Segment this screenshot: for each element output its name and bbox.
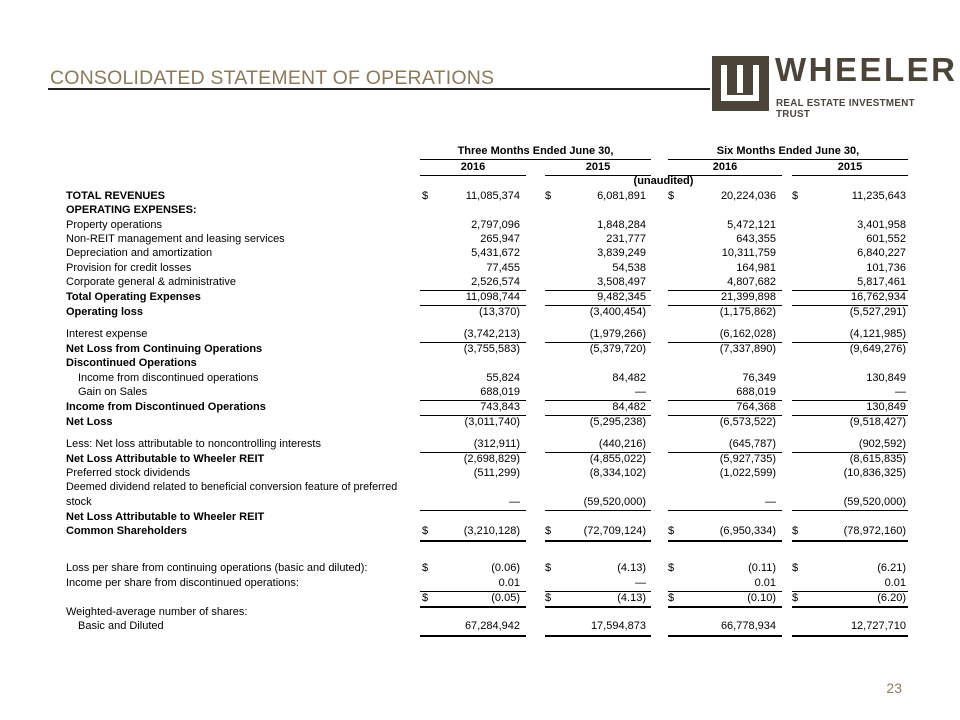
cell-value: (0.11) (748, 562, 776, 574)
row-label: TOTAL REVENUES (66, 190, 166, 202)
double-rule (668, 540, 782, 542)
cell-value: (9,518,427) (849, 416, 906, 428)
cell-value: (7,337,890) (719, 343, 776, 355)
cell-value: 688,019 (736, 386, 776, 398)
dollar-sign: $ (668, 592, 675, 604)
cell-value: 3,401,958 (857, 219, 906, 231)
cell-value: (6,950,334) (719, 525, 776, 537)
cell-value: 0.01 (498, 577, 520, 589)
section-header: Weighted-average number of shares: (66, 606, 248, 618)
row-label: Common Shareholders (66, 525, 188, 537)
cell-value: — (509, 496, 520, 508)
subtotal-rule (668, 510, 782, 511)
dollar-sign: $ (422, 190, 429, 202)
cell-value: (6.20) (877, 592, 906, 604)
cell-value: 11,085,374 (465, 190, 520, 202)
row-label: Income from discontinued operations (78, 372, 259, 384)
cell-value: 6,081,891 (597, 190, 646, 202)
row-label: Non-REIT management and leasing services (66, 233, 285, 245)
cell-value: 21,399,898 (720, 291, 776, 303)
cell-value: 265,947 (480, 233, 520, 245)
cell-value: 231,777 (606, 233, 646, 245)
year-header: 2015 (837, 161, 863, 173)
page-number: 23 (886, 680, 902, 696)
cell-value: 6,840,227 (857, 247, 906, 259)
cell-value: 12,727,710 (850, 620, 906, 632)
cell-value: (1,175,862) (719, 306, 776, 318)
row-label: Depreciation and amortization (66, 247, 213, 259)
cell-value: — (635, 386, 646, 398)
cell-value: 130,849 (866, 401, 906, 413)
cell-value: 601,552 (866, 233, 906, 245)
cell-value: (6.21) (877, 562, 906, 574)
header-rule (792, 175, 908, 176)
header-three-months: Three Months Ended June 30, (457, 145, 614, 157)
cell-value: 743,843 (480, 401, 520, 413)
cell-value: 2,526,574 (471, 276, 520, 288)
cell-value: (10,836,325) (843, 467, 906, 479)
cell-value: (3,755,583) (463, 343, 520, 355)
logo-tagline: REAL ESTATE INVESTMENT TRUST (776, 98, 915, 120)
cell-value: 130,849 (866, 372, 906, 384)
cell-value: (5,527,291) (849, 306, 906, 318)
group-rule (420, 159, 651, 160)
row-label: Corporate general & administrative (66, 276, 236, 288)
dollar-sign: $ (545, 562, 552, 574)
row-label: Preferred stock dividends (66, 467, 191, 479)
cell-value: 2,797,096 (471, 219, 520, 231)
row-label: Net Loss Attributable to Wheeler REIT (66, 511, 265, 523)
dollar-sign: $ (668, 525, 675, 537)
row-label: Total Operating Expenses (66, 291, 201, 303)
cell-value: 9,482,345 (597, 291, 646, 303)
double-rule (545, 606, 651, 608)
subtotal-rule (792, 510, 908, 511)
cell-value: (5,927,735) (719, 453, 776, 465)
dollar-sign: $ (792, 562, 799, 574)
cell-value: 11,235,643 (851, 190, 906, 202)
cell-value: 1,848,284 (597, 219, 646, 231)
double-rule (668, 635, 782, 637)
cell-value: 76,349 (742, 372, 776, 384)
cell-value: (3,400,454) (589, 306, 646, 318)
cell-value: (1,979,266) (589, 328, 646, 340)
row-label: Net Loss (66, 416, 113, 428)
row-label: Deemed dividend related to beneficial conversion feature of preferred (66, 481, 398, 493)
cell-value: 101,736 (866, 262, 906, 274)
cell-value: (59,520,000) (583, 496, 646, 508)
cell-value: (2,698,829) (463, 453, 520, 465)
double-rule (420, 540, 526, 542)
row-label: Property operations (66, 219, 162, 231)
year-header: 2016 (460, 161, 486, 173)
cell-value: (59,520,000) (843, 496, 906, 508)
dollar-sign: $ (422, 562, 429, 574)
cell-value: 10,311,759 (721, 247, 776, 259)
cell-value: 84,482 (612, 401, 646, 413)
cell-value: (13,370) (479, 306, 520, 318)
dollar-sign: $ (545, 592, 552, 604)
row-label: Provision for credit losses (66, 262, 192, 274)
cell-value: (0.10) (747, 592, 776, 604)
header-six-months: Six Months Ended June 30, (716, 145, 860, 157)
cell-value: (3,742,213) (463, 328, 520, 340)
cell-value: 4,807,682 (727, 276, 776, 288)
row-label: stock (66, 496, 92, 508)
cell-value: (312,911) (473, 438, 520, 450)
logo-wordmark: WHEELER (775, 51, 958, 88)
cell-value: (902,592) (858, 438, 906, 450)
cell-value: 0.01 (754, 577, 776, 589)
cell-value: (1,022,599) (719, 467, 776, 479)
cell-value: (3,210,128) (463, 525, 520, 537)
cell-value: 5,431,672 (471, 247, 520, 259)
header-rule (420, 175, 526, 176)
subtotal-rule (420, 510, 526, 511)
cell-value: 11,098,744 (465, 291, 520, 303)
cell-value: (0.05) (491, 592, 520, 604)
double-rule (420, 606, 526, 608)
cell-value: (78,972,160) (843, 525, 906, 537)
dollar-sign: $ (792, 525, 799, 537)
cell-value: 16,762,934 (850, 291, 906, 303)
group-rule (668, 159, 908, 160)
cell-value: (3,011,740) (464, 416, 520, 428)
cell-value: 164,981 (736, 262, 776, 274)
cell-value: 3,508,497 (597, 276, 646, 288)
cell-value: (9,649,276) (849, 343, 906, 355)
cell-value: 55,824 (486, 372, 520, 384)
dollar-sign: $ (668, 190, 675, 202)
cell-value: — (765, 496, 776, 508)
double-rule (545, 540, 651, 542)
double-rule (545, 635, 651, 637)
subtotal-rule (545, 510, 651, 511)
row-label: Income per share from discontinued operations: (66, 577, 299, 589)
row-label: Interest expense (66, 328, 148, 340)
double-rule (668, 606, 782, 608)
dollar-sign: $ (545, 190, 552, 202)
cell-value: 84,482 (612, 372, 646, 384)
cell-value: 54,538 (612, 262, 646, 274)
double-rule (792, 606, 908, 608)
row-label: Gain on Sales (78, 386, 148, 398)
cell-value: (6,573,522) (719, 416, 776, 428)
row-label: Less: Net loss attributable to noncontrolling interests (66, 438, 321, 450)
cell-value: (4,855,022) (589, 453, 646, 465)
cell-value: (511,299) (473, 467, 520, 479)
cell-value: 5,472,121 (727, 219, 776, 231)
dollar-sign: $ (545, 525, 552, 537)
cell-value: (440,216) (598, 438, 646, 450)
row-label: Net Loss from Continuing Operations (66, 343, 263, 355)
cell-value: 17,594,873 (590, 620, 646, 632)
double-rule (792, 540, 908, 542)
cell-value: 5,817,461 (857, 276, 906, 288)
cell-value: 20,224,036 (720, 190, 776, 202)
cell-value: 688,019 (480, 386, 520, 398)
cell-value: (8,334,102) (589, 467, 646, 479)
cell-value: (6,162,028) (719, 328, 776, 340)
double-rule (792, 635, 908, 637)
year-header: 2015 (585, 161, 611, 173)
cell-value: — (895, 386, 906, 398)
dollar-sign: $ (792, 592, 799, 604)
row-label: Operating loss (66, 306, 144, 318)
section-header: Discontinued Operations (66, 357, 197, 369)
cell-value: 66,778,934 (720, 620, 776, 632)
section-header: OPERATING EXPENSES: (66, 204, 197, 216)
cell-value: (4.13) (617, 592, 646, 604)
row-label: Net Loss Attributable to Wheeler REIT (66, 453, 265, 465)
row-label: Income from Discontinued Operations (66, 401, 266, 413)
cell-value: 67,284,942 (464, 620, 520, 632)
cell-value: 0.01 (884, 577, 906, 589)
year-header: 2016 (712, 161, 738, 173)
page-title: CONSOLIDATED STATEMENT OF OPERATIONS (50, 67, 495, 89)
cell-value: (72,709,124) (583, 525, 646, 537)
dollar-sign: $ (792, 190, 799, 202)
double-rule (420, 635, 526, 637)
cell-value: (5,379,720) (589, 343, 646, 355)
row-label: Loss per share from continuing operations (basic and diluted): (66, 562, 368, 574)
cell-value: 643,355 (736, 233, 776, 245)
cell-value: (4.13) (617, 562, 646, 574)
cell-value: (4,121,985) (849, 328, 906, 340)
cell-value: (8,615,835) (849, 453, 906, 465)
cell-value: 764,368 (736, 401, 776, 413)
unaudited-note: (unaudited) (633, 175, 694, 187)
cell-value: 77,455 (486, 262, 520, 274)
cell-value: (5,295,238) (589, 416, 646, 428)
dollar-sign: $ (668, 562, 675, 574)
dollar-sign: $ (422, 592, 429, 604)
cell-value: 3,839,249 (597, 247, 646, 259)
dollar-sign: $ (422, 525, 429, 537)
cell-value: — (635, 577, 646, 589)
cell-value: (645,787) (728, 438, 776, 450)
cell-value: (0.06) (491, 562, 520, 574)
row-label: Basic and Diluted (78, 620, 164, 632)
